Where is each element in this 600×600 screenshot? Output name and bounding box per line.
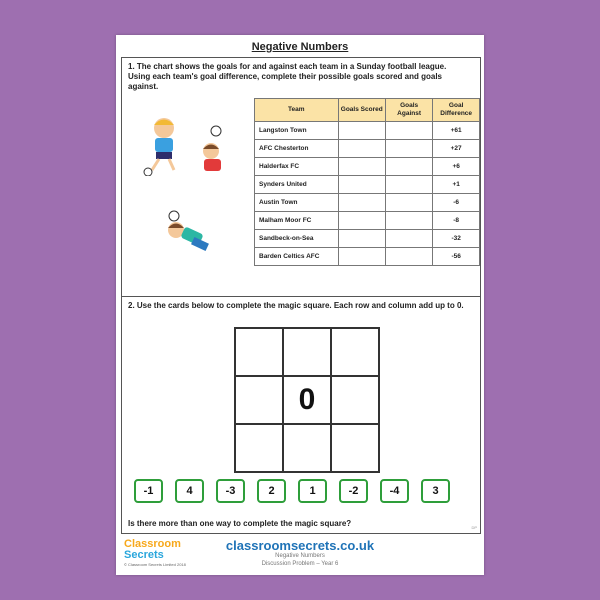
table-row bbox=[255, 122, 480, 140]
followup-question: Is there more than one way to complete the magic square? bbox=[128, 519, 352, 528]
goals-against-cell[interactable] bbox=[385, 140, 432, 158]
table-row bbox=[255, 194, 480, 212]
worksheet bbox=[116, 35, 484, 575]
goal-difference-value: -56 bbox=[433, 248, 480, 266]
magic-square-cell[interactable] bbox=[331, 424, 379, 472]
number-card[interactable]: 1 bbox=[298, 479, 327, 503]
header-team: Team bbox=[255, 99, 339, 122]
table-row bbox=[255, 158, 480, 176]
team-name: Austin Town bbox=[255, 194, 339, 212]
footballer-diving-icon bbox=[162, 208, 222, 268]
goals-against-cell[interactable] bbox=[385, 212, 432, 230]
question-2-prompt: 2. Use the cards below to complete the magic square. Each row and column add up to 0. bbox=[128, 301, 464, 310]
number-card[interactable]: -2 bbox=[339, 479, 368, 503]
goals-against-cell[interactable] bbox=[385, 194, 432, 212]
goals-against-cell[interactable] bbox=[385, 230, 432, 248]
team-name: Sandbeck-on-Sea bbox=[255, 230, 339, 248]
worksheet-title: Negative Numbers bbox=[251, 41, 349, 53]
goals-against-cell[interactable] bbox=[385, 122, 432, 140]
magic-square-cell[interactable] bbox=[331, 328, 379, 376]
goal-difference-value: +27 bbox=[433, 140, 480, 158]
goals-against-cell[interactable] bbox=[385, 248, 432, 266]
question-1-prompt: 1. The chart shows the goals for and against each team in a Sunday football league. Using each team's goal difference, complete their possible goals scored and goals against. bbox=[128, 62, 447, 91]
number-card[interactable]: 4 bbox=[175, 479, 204, 503]
magic-square-cell[interactable] bbox=[235, 424, 283, 472]
table-row bbox=[255, 230, 480, 248]
goal-difference-table bbox=[254, 98, 480, 266]
goals-scored-cell[interactable] bbox=[338, 122, 385, 140]
table-row bbox=[255, 140, 480, 158]
footer-subtitle: Negative Numbers bbox=[275, 553, 325, 559]
magic-square-center-cell: 0 bbox=[283, 376, 331, 424]
magic-square-cell[interactable] bbox=[235, 376, 283, 424]
goals-scored-cell[interactable] bbox=[338, 194, 385, 212]
table-row bbox=[255, 212, 480, 230]
number-card[interactable]: 3 bbox=[421, 479, 450, 503]
goals-scored-cell[interactable] bbox=[338, 212, 385, 230]
team-name: Halderfax FC bbox=[255, 158, 339, 176]
header-goals-against: Goals Against bbox=[385, 99, 432, 122]
team-name: Malham Moor FC bbox=[255, 212, 339, 230]
team-name: AFC Chesterton bbox=[255, 140, 339, 158]
team-name: Barden Celtics AFC bbox=[255, 248, 339, 266]
header-goal-difference: Goal Difference bbox=[433, 99, 480, 122]
footer-subtitle-2: Discussion Problem – Year 6 bbox=[261, 561, 339, 567]
table-row bbox=[255, 248, 480, 266]
goal-difference-value: +6 bbox=[433, 158, 480, 176]
magic-square-cell[interactable] bbox=[235, 328, 283, 376]
goals-scored-cell[interactable] bbox=[338, 248, 385, 266]
magic-square bbox=[234, 327, 380, 473]
number-card[interactable]: -4 bbox=[380, 479, 409, 503]
team-name: Synders United bbox=[255, 176, 339, 194]
number-card[interactable]: -1 bbox=[134, 479, 163, 503]
header-goals-scored: Goals Scored bbox=[338, 99, 385, 122]
table-row bbox=[255, 176, 480, 194]
goal-difference-value: +61 bbox=[433, 122, 480, 140]
question-1-panel bbox=[121, 57, 481, 315]
goal-difference-value: -32 bbox=[433, 230, 480, 248]
goal-difference-value: -6 bbox=[433, 194, 480, 212]
question-2-code: DP bbox=[471, 525, 477, 530]
logo-word-top: Classroom bbox=[124, 538, 181, 550]
footballer-kicking-icon bbox=[136, 116, 256, 176]
number-cards bbox=[134, 479, 468, 503]
number-card[interactable]: 2 bbox=[257, 479, 286, 503]
goals-scored-cell[interactable] bbox=[338, 140, 385, 158]
goals-scored-cell[interactable] bbox=[338, 176, 385, 194]
copyright-text: © Classroom Secrets Limited 2018 bbox=[124, 562, 186, 567]
magic-square-cell[interactable] bbox=[331, 376, 379, 424]
goals-against-cell[interactable] bbox=[385, 176, 432, 194]
goals-scored-cell[interactable] bbox=[338, 158, 385, 176]
magic-square-cell[interactable] bbox=[283, 328, 331, 376]
question-2-panel bbox=[121, 296, 481, 534]
number-card[interactable]: -3 bbox=[216, 479, 245, 503]
goals-scored-cell[interactable] bbox=[338, 230, 385, 248]
site-url[interactable]: classroomsecrets.co.uk bbox=[225, 538, 375, 553]
logo-word-bottom: Secrets bbox=[124, 549, 164, 561]
goal-difference-value: +1 bbox=[433, 176, 480, 194]
goals-against-cell[interactable] bbox=[385, 158, 432, 176]
team-name: Langston Town bbox=[255, 122, 339, 140]
magic-square-cell[interactable] bbox=[283, 424, 331, 472]
goal-difference-value: -8 bbox=[433, 212, 480, 230]
